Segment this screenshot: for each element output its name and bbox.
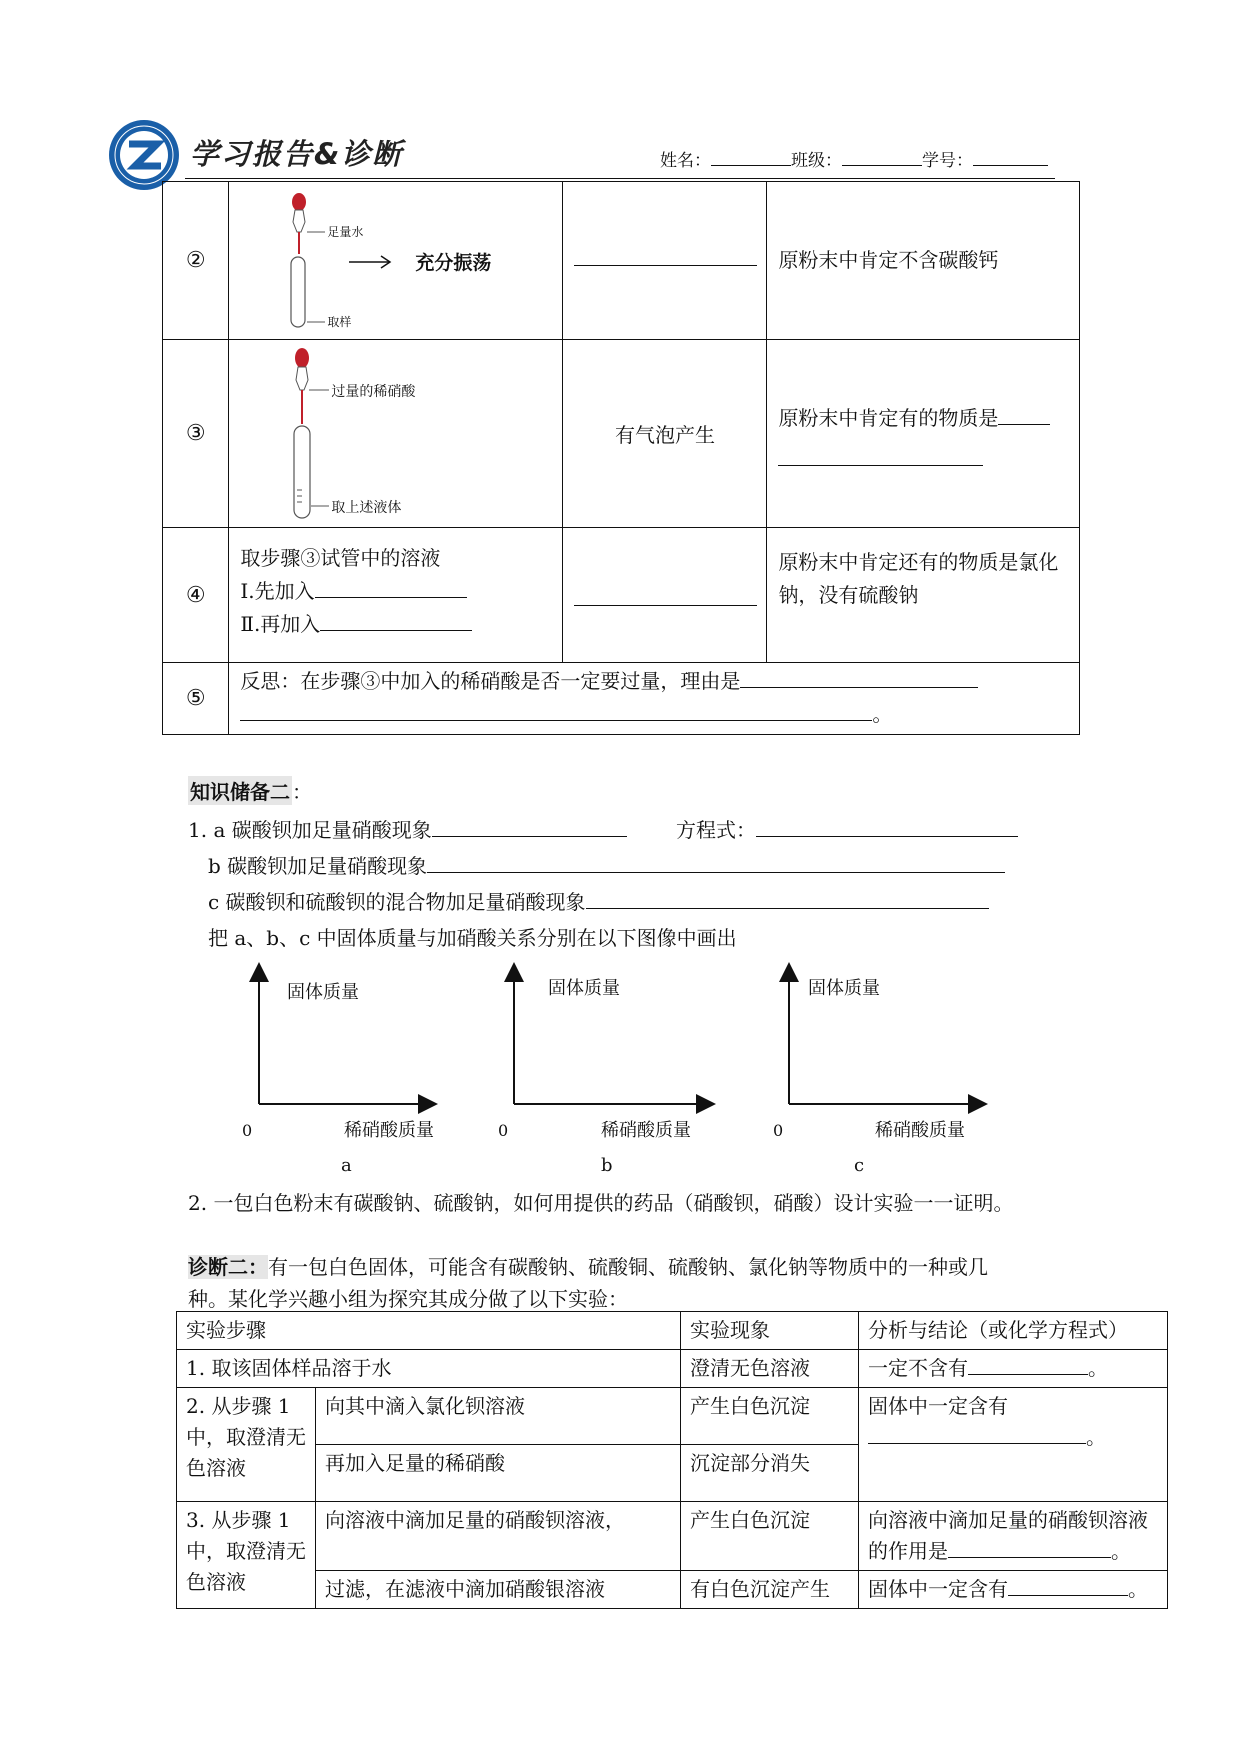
chart-a-ylabel: 固体质量	[287, 982, 359, 1003]
dropper-tube-diagram	[229, 182, 553, 338]
table-row	[177, 1571, 1168, 1609]
shake-label: 充分振荡	[415, 252, 492, 274]
chart-b-caption: b	[601, 1155, 613, 1176]
liquid-label: 取上述液体	[331, 500, 402, 516]
conclusion-cell	[767, 340, 1080, 528]
chart-a-xlabel: 稀硝酸质量	[344, 1120, 434, 1141]
phenomenon-blank[interactable]	[574, 246, 757, 266]
equation-a: 方程式：	[676, 814, 1018, 843]
conclusion-cell	[767, 528, 1080, 663]
row2-blank[interactable]	[868, 1423, 1086, 1444]
student-info-fields	[660, 146, 1048, 171]
question-2: 2. 一包白色粉末有碳酸钠、硫酸钠，如何用提供的药品（硝酸钡，硝酸）设计实验一一证明。	[188, 1191, 1014, 1215]
reflection-cell	[229, 663, 1080, 735]
row3-concl1: 向溶液中滴加足量的硝酸钡溶液的作用是 。	[859, 1502, 1168, 1571]
a-equation-blank[interactable]	[756, 816, 1018, 837]
row1-phenomenon: 澄清无色溶液	[681, 1350, 859, 1388]
row3-step: 3. 从步骤 1 中，取澄清无色溶液	[177, 1502, 316, 1609]
chart-b-ylabel: 固体质量	[548, 978, 620, 999]
reflection-blank[interactable]	[740, 667, 978, 688]
conclusion-text: 原粉末中肯定不含碳酸钙	[778, 248, 999, 272]
table-row	[163, 182, 1080, 340]
nitric-acid-label: 过量的稀硝酸	[331, 384, 416, 400]
step-i-blank[interactable]	[315, 577, 467, 598]
table-row	[177, 1388, 1168, 1445]
row3-phen1: 产生白色沉淀	[681, 1502, 859, 1571]
diagnosis-intro-line-1: 诊断二：有一包白色固体，可能含有碳酸钠、硫酸铜、硫酸钠、氯化钠等物质中的一种或几	[188, 1255, 988, 1279]
header-conclusion: 分析与结论（或化学方程式）	[859, 1312, 1168, 1350]
apparatus-cell	[229, 182, 563, 340]
conclusion-text: 原粉末中肯定还有的物质是氯化钠，没有硫酸钠	[778, 550, 1059, 607]
row-number: ②	[163, 182, 229, 340]
chart-instruction: 把 a、b、c 中固体质量与加硝酸关系分别在以下图像中画出	[208, 926, 737, 950]
phenomenon-cell	[563, 528, 767, 663]
chart-c-origin: 0	[773, 1121, 784, 1140]
row3-concl2: 固体中一定含有 。	[859, 1571, 1168, 1609]
table-row	[177, 1502, 1168, 1571]
name-label: 姓名：	[660, 151, 711, 171]
row-number: ④	[163, 528, 229, 663]
row2-phen2: 沉淀部分消失	[681, 1445, 859, 1502]
row-number: ③	[163, 340, 229, 528]
a-phenomenon-blank[interactable]	[432, 816, 627, 837]
sample-label: 取样	[327, 315, 352, 329]
row2-step: 2. 从步骤 1 中，取澄清无色溶液	[177, 1388, 316, 1502]
diagnosis-table	[176, 1311, 1168, 1609]
step-text: 取步骤③试管中的溶液	[240, 546, 441, 570]
chart-c-caption: c	[854, 1155, 865, 1176]
reflection-text: 反思：在步骤③中加入的稀硝酸是否一定要过量，理由是	[240, 665, 1079, 698]
header-divider	[185, 178, 1055, 179]
conclusion-cell	[767, 182, 1080, 340]
experiment-table-1	[162, 181, 1080, 735]
question-1b: b 碳酸钡加足量硝酸现象	[208, 850, 1005, 879]
class-blank[interactable]	[842, 148, 922, 166]
conclusion-text: 原粉末中肯定有的物质是	[778, 402, 1050, 435]
id-blank[interactable]	[973, 148, 1048, 166]
b-phenomenon-blank[interactable]	[427, 852, 1005, 873]
table-row	[163, 663, 1080, 735]
phenomenon-cell	[563, 182, 767, 340]
row3-phen2: 有白色沉淀产生	[681, 1571, 859, 1609]
chart-a-caption: a	[341, 1155, 352, 1176]
row2-phen1: 产生白色沉淀	[681, 1388, 859, 1445]
conclusion-blank-2[interactable]	[778, 446, 983, 466]
class-label: 班级：	[791, 151, 842, 171]
c-phenomenon-blank[interactable]	[586, 888, 989, 909]
row3-blank-2[interactable]	[1008, 1575, 1128, 1596]
section-title-colon: ：	[292, 780, 312, 804]
phenomenon-blank[interactable]	[574, 586, 757, 606]
chart-c-xlabel: 稀硝酸质量	[875, 1120, 965, 1141]
question-1c: c 碳酸钡和硫酸钡的混合物加足量硝酸现象	[208, 886, 989, 915]
header-phenomenon: 实验现象	[681, 1312, 859, 1350]
header-step: 实验步骤	[177, 1312, 681, 1350]
table-row	[163, 528, 1080, 663]
id-label: 学号：	[922, 151, 973, 171]
row2-conclusion: 固体中一定含有 。	[859, 1388, 1168, 1502]
phenomenon-cell: 有气泡产生	[563, 340, 767, 528]
chart-b-xlabel: 稀硝酸质量	[601, 1120, 691, 1141]
apparatus-cell	[229, 340, 563, 528]
section-title: 知识储备二	[188, 776, 292, 805]
row1-step: 1. 取该固体样品溶于水	[177, 1350, 681, 1388]
step-i: Ⅰ.先加入	[240, 575, 562, 608]
diagnosis-intro-line-2: 种。某化学兴趣小组为探究其成分做了以下实验：	[188, 1287, 628, 1311]
name-blank[interactable]	[711, 148, 791, 166]
brand-title: 学习报告&诊断	[190, 137, 404, 171]
step-ii: Ⅱ.再加入	[240, 608, 562, 641]
conclusion-blank[interactable]	[998, 404, 1050, 425]
step-cell	[229, 528, 563, 663]
row1-blank[interactable]	[968, 1354, 1088, 1375]
step-ii-blank[interactable]	[320, 610, 472, 631]
table-row	[177, 1350, 1168, 1388]
reflection-blank-2[interactable]	[240, 700, 872, 721]
chart-a-origin: 0	[242, 1121, 253, 1140]
reflection-line-2: 。	[240, 698, 1079, 731]
water-label: 足量水	[327, 225, 364, 239]
row3-sub1: 向溶液中滴加足量的硝酸钡溶液，	[316, 1502, 681, 1571]
table-row	[163, 340, 1080, 528]
row1-conclusion: 一定不含有 。	[859, 1350, 1168, 1388]
diagnosis-title: 诊断二：	[188, 1255, 268, 1279]
row2-sub2: 再加入足量的稀硝酸	[316, 1445, 681, 1502]
row2-sub1: 向其中滴入氯化钡溶液	[316, 1388, 681, 1445]
row3-sub2: 过滤，在滤液中滴加硝酸银溶液	[316, 1571, 681, 1609]
chart-b-origin: 0	[498, 1121, 509, 1140]
row3-blank-1[interactable]	[948, 1537, 1111, 1558]
question-1a: 1. a 碳酸钡加足量硝酸现象	[188, 814, 627, 843]
table-header-row	[177, 1312, 1168, 1350]
row-number: ⑤	[163, 663, 229, 735]
chart-c-ylabel: 固体质量	[808, 978, 880, 999]
